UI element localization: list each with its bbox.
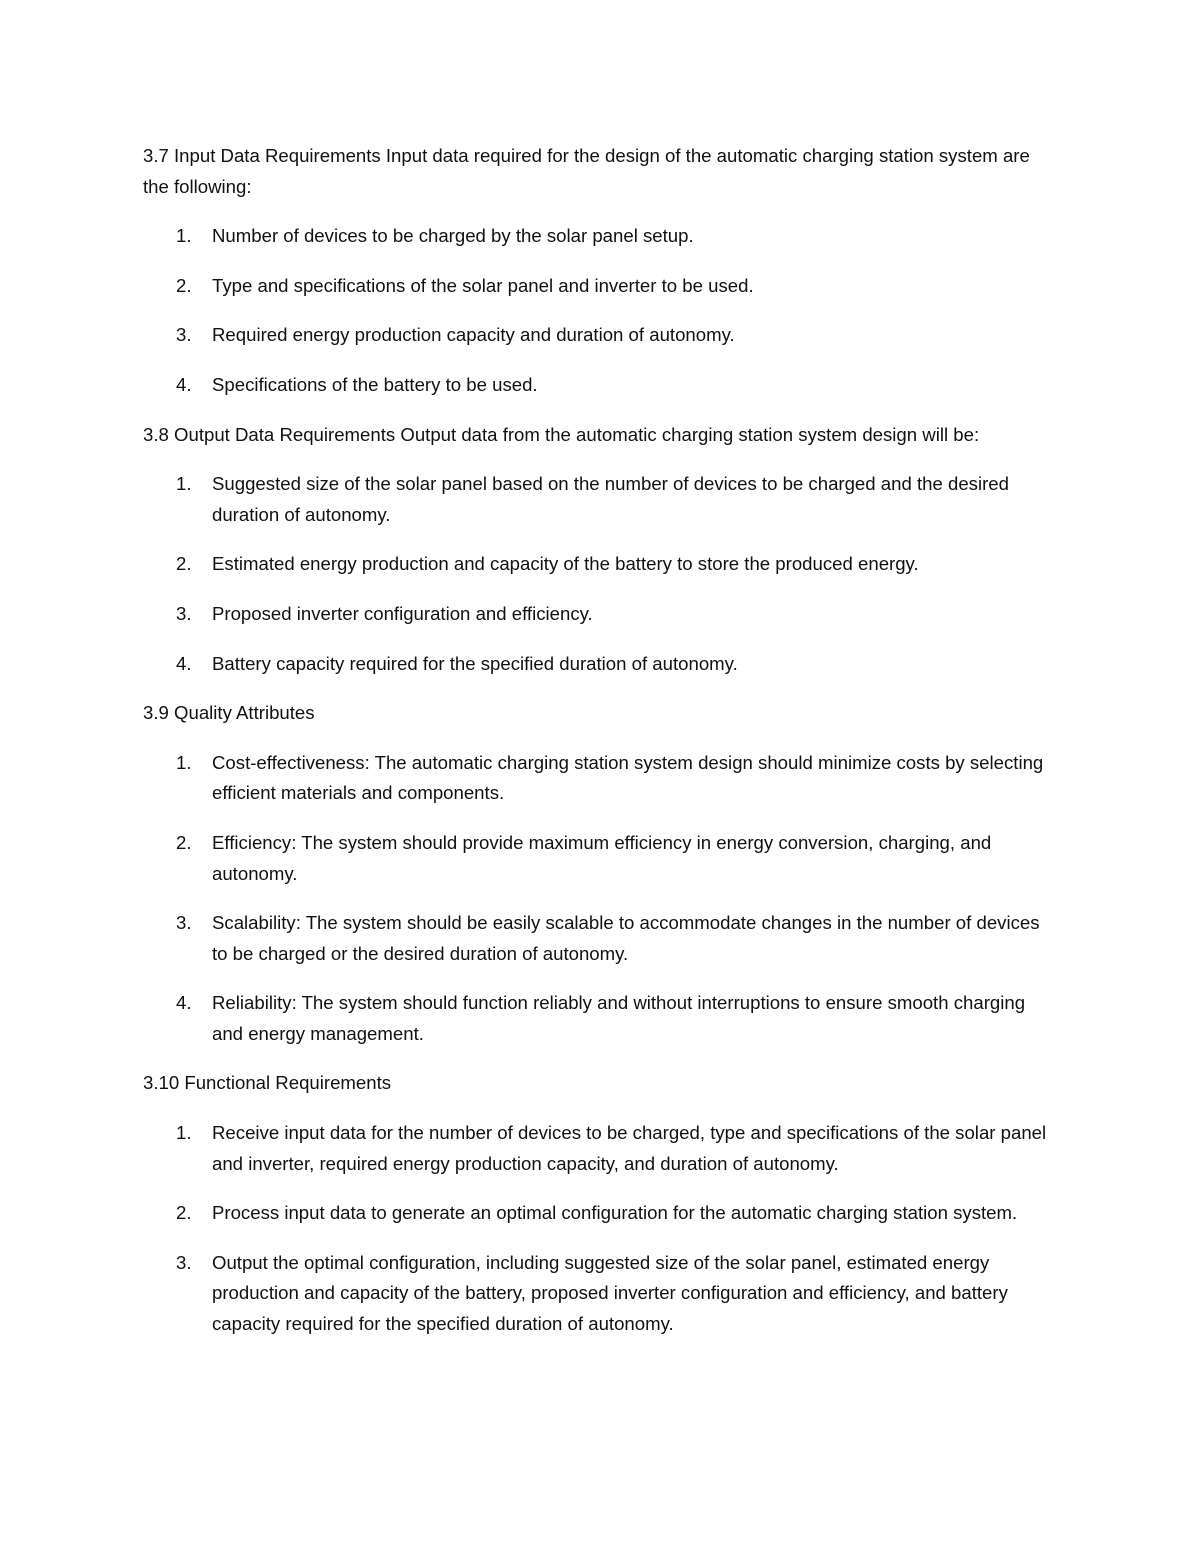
list-item-text: Required energy production capacity and duration of autonomy.: [212, 324, 735, 346]
section-quality-attributes: [143, 698, 1058, 1049]
section-heading: 3.7 Input Data Requirements Input data required for the design of the automatic charging station system are the following:: [143, 145, 1030, 197]
list-item-text: Suggested size of the solar panel based on the number of devices to be charged and the desired duration of autonomy.: [212, 473, 1009, 525]
list-item: [143, 649, 1058, 680]
list-number: 1.: [176, 751, 192, 773]
list-number: 2.: [176, 553, 192, 575]
list-number: 3.: [176, 602, 192, 624]
list-item: [143, 320, 1058, 351]
list-number: 4.: [176, 652, 192, 674]
list-item: [143, 271, 1058, 302]
list-item: [143, 1198, 1058, 1229]
list-item-text: Output the optimal configuration, including suggested size of the solar panel, estimated energy production and capacity of the battery, proposed inverter configuration and efficiency, and battery capacity required for the specified duration of autonomy.: [212, 1251, 1008, 1335]
section-heading: 3.8 Output Data Requirements Output data from the automatic charging station system design will be:: [143, 423, 980, 445]
numbered-list: [143, 1118, 1058, 1340]
list-item-text: Estimated energy production and capacity of the battery to store the produced energy.: [212, 553, 919, 575]
list-number: 1.: [176, 1122, 192, 1144]
list-item-text: Scalability: The system should be easily scalable to accommodate changes in the number of devices to be charged or the desired duration of autonomy.: [212, 912, 1040, 964]
list-item-text: Receive input data for the number of devices to be charged, type and specifications of the solar panel and inverter, required energy production capacity, and duration of autonomy.: [212, 1122, 1047, 1174]
list-item-text: Specifications of the battery to be used.: [212, 373, 538, 395]
list-number: 2.: [176, 274, 192, 296]
section-heading: 3.9 Quality Attributes: [143, 702, 315, 724]
section-output-data-requirements: [143, 420, 1058, 680]
numbered-list: [143, 469, 1058, 679]
list-item-text: Process input data to generate an optimal configuration for the automatic charging station system.: [212, 1202, 1018, 1224]
list-item-text: Type and specifications of the solar panel and inverter to be used.: [212, 274, 754, 296]
list-number: 3.: [176, 324, 192, 346]
list-item: [143, 908, 1058, 969]
list-number: 3.: [176, 912, 192, 934]
list-item-text: Proposed inverter configuration and efficiency.: [212, 602, 593, 624]
list-number: 1.: [176, 225, 192, 247]
list-item: [143, 469, 1058, 530]
list-item-text: Number of devices to be charged by the solar panel setup.: [212, 225, 694, 247]
list-number: 1.: [176, 473, 192, 495]
numbered-list: [143, 748, 1058, 1050]
list-item: [143, 988, 1058, 1049]
list-number: 2.: [176, 1202, 192, 1224]
list-item: [143, 828, 1058, 889]
list-item-text: Efficiency: The system should provide maximum efficiency in energy conversion, charging, and autonomy.: [212, 831, 992, 884]
list-item-text: Cost-effectiveness: The automatic charging station system design should minimize costs by selecting efficient materials and components.: [212, 751, 1044, 804]
list-number: 2.: [176, 831, 192, 853]
list-item: [143, 1248, 1058, 1340]
list-item: [143, 1118, 1058, 1179]
list-number: 4.: [176, 992, 192, 1014]
list-item-text: Battery capacity required for the specified duration of autonomy.: [212, 652, 738, 674]
list-number: 3.: [176, 1251, 192, 1273]
section-functional-requirements: [143, 1068, 1058, 1339]
list-item: [143, 549, 1058, 580]
list-item: [143, 221, 1058, 252]
document-body: [143, 141, 1058, 1359]
list-item-text: Reliability: The system should function reliably and without interruptions to ensure smooth charging and energy management.: [212, 992, 1026, 1044]
numbered-list: [143, 221, 1058, 400]
list-item: [143, 599, 1058, 630]
list-item: [143, 370, 1058, 401]
list-number: 4.: [176, 373, 192, 395]
list-item: [143, 748, 1058, 809]
section-input-data-requirements: [143, 141, 1058, 401]
section-heading: 3.10 Functional Requirements: [143, 1072, 392, 1094]
